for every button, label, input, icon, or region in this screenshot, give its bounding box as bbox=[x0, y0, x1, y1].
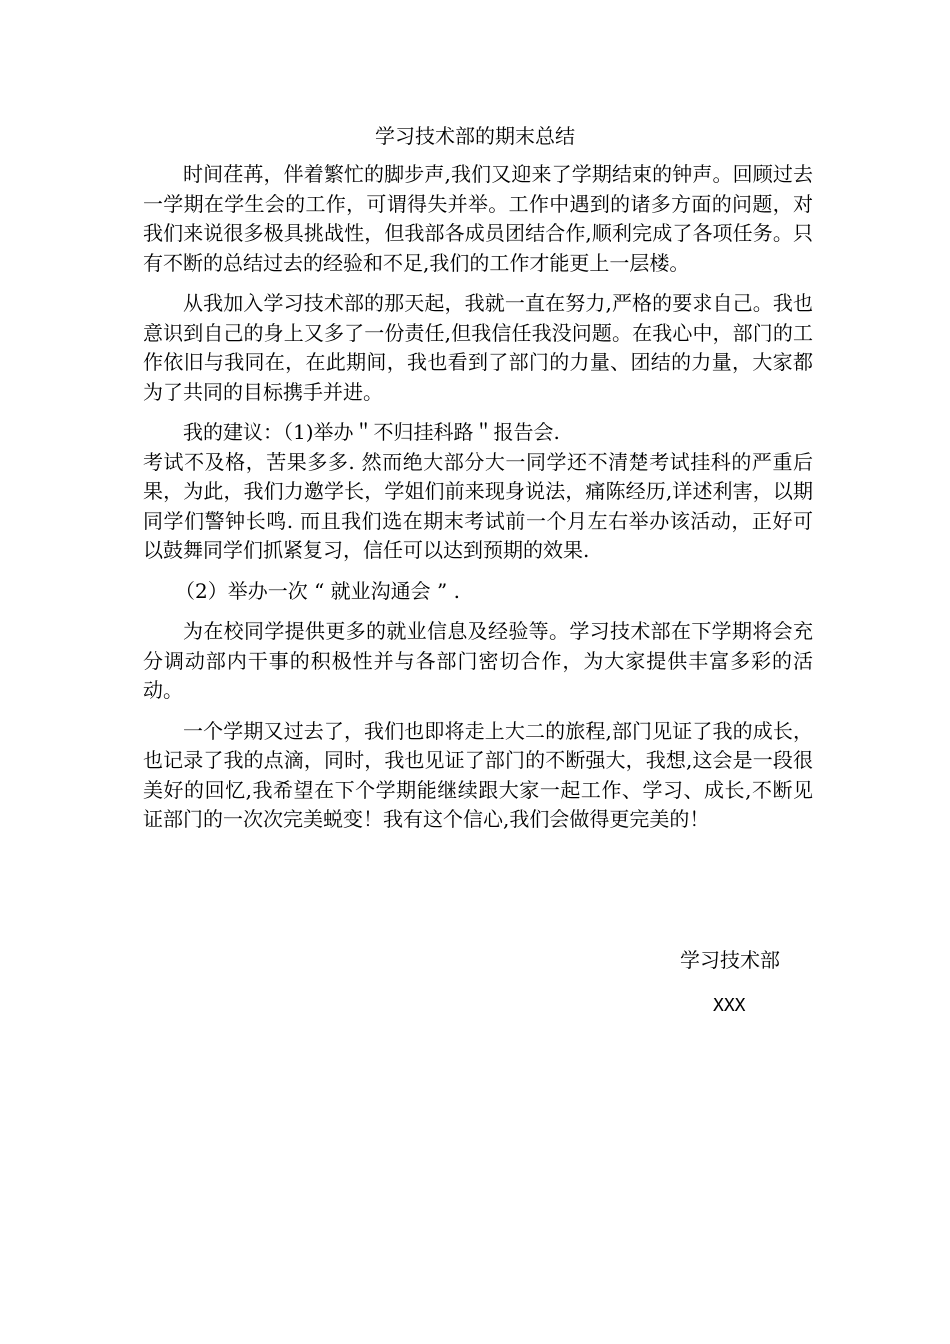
paragraph-personal: 从我加入学习技术部的那天起，我就一直在努力,严格的要求自己。我也意识到自己的身上又多了一份责任,但我信任我没问题。在我心中，部门的工作依旧与我同在，在此期间，我也看到了部门的力量、团结的力量，大家都为了共同的目标携手并进。 bbox=[143, 291, 813, 404]
document-body bbox=[143, 160, 813, 846]
paragraph-opening: 时间荏苒，伴着繁忙的脚步声,我们又迎来了学期结束的钟声。回顾过去一学期在学生会的工作，可谓得失并举。工作中遇到的诸多方面的问题，对我们来说很多极具挑战性，但我部各成员团结合作,顺利完成了各项任务。只有不断的总结过去的经验和不足,我们的工作才能更上一层楼。 bbox=[143, 162, 813, 275]
signature-name: XXX bbox=[713, 995, 746, 1016]
signature-department: 学习技术部 bbox=[680, 948, 780, 972]
document-title: 学习技术部的期末总结 bbox=[375, 124, 575, 148]
paragraph-suggestion-body: 考试不及格，苦果多多. 然而绝大部分大一同学还不清楚考试挂科的严重后果，为此，我们力邀学长，学姐们前来现身说法，痛陈经历,详述利害，以期同学们警钟长鸣. 而且我们选在期末考试前一个月左右举办该活动，正好可以鼓舞同学们抓紧复习，信任可以达到预期的效果. bbox=[143, 449, 813, 562]
suggestion-item-2: （2）举办一次 “ 就业沟通会 ” . bbox=[175, 578, 460, 603]
paragraph-suggestion-heading: 我的建议：（1)举办＂不归挂科路＂报告会. bbox=[183, 420, 560, 444]
paragraph-closing: 一个学期又过去了，我们也即将走上大二的旅程,部门见证了我的成长，也记录了我的点滴，同时，我也见证了部门的不断强大，我想,这会是一段很美好的回忆,我希望在下个学期能继续跟大家一起工作、学习、成长,不断见证部门的一次次完美蜕变！我有这个信心,我们会做得更完美的！ bbox=[143, 718, 813, 831]
paragraph-employment: 为在校同学提供更多的就业信息及经验等。学习技术部在下学期将会充分调动部内干事的积极性并与各部门密切合作，为大家提供丰富多彩的活动。 bbox=[143, 619, 813, 702]
